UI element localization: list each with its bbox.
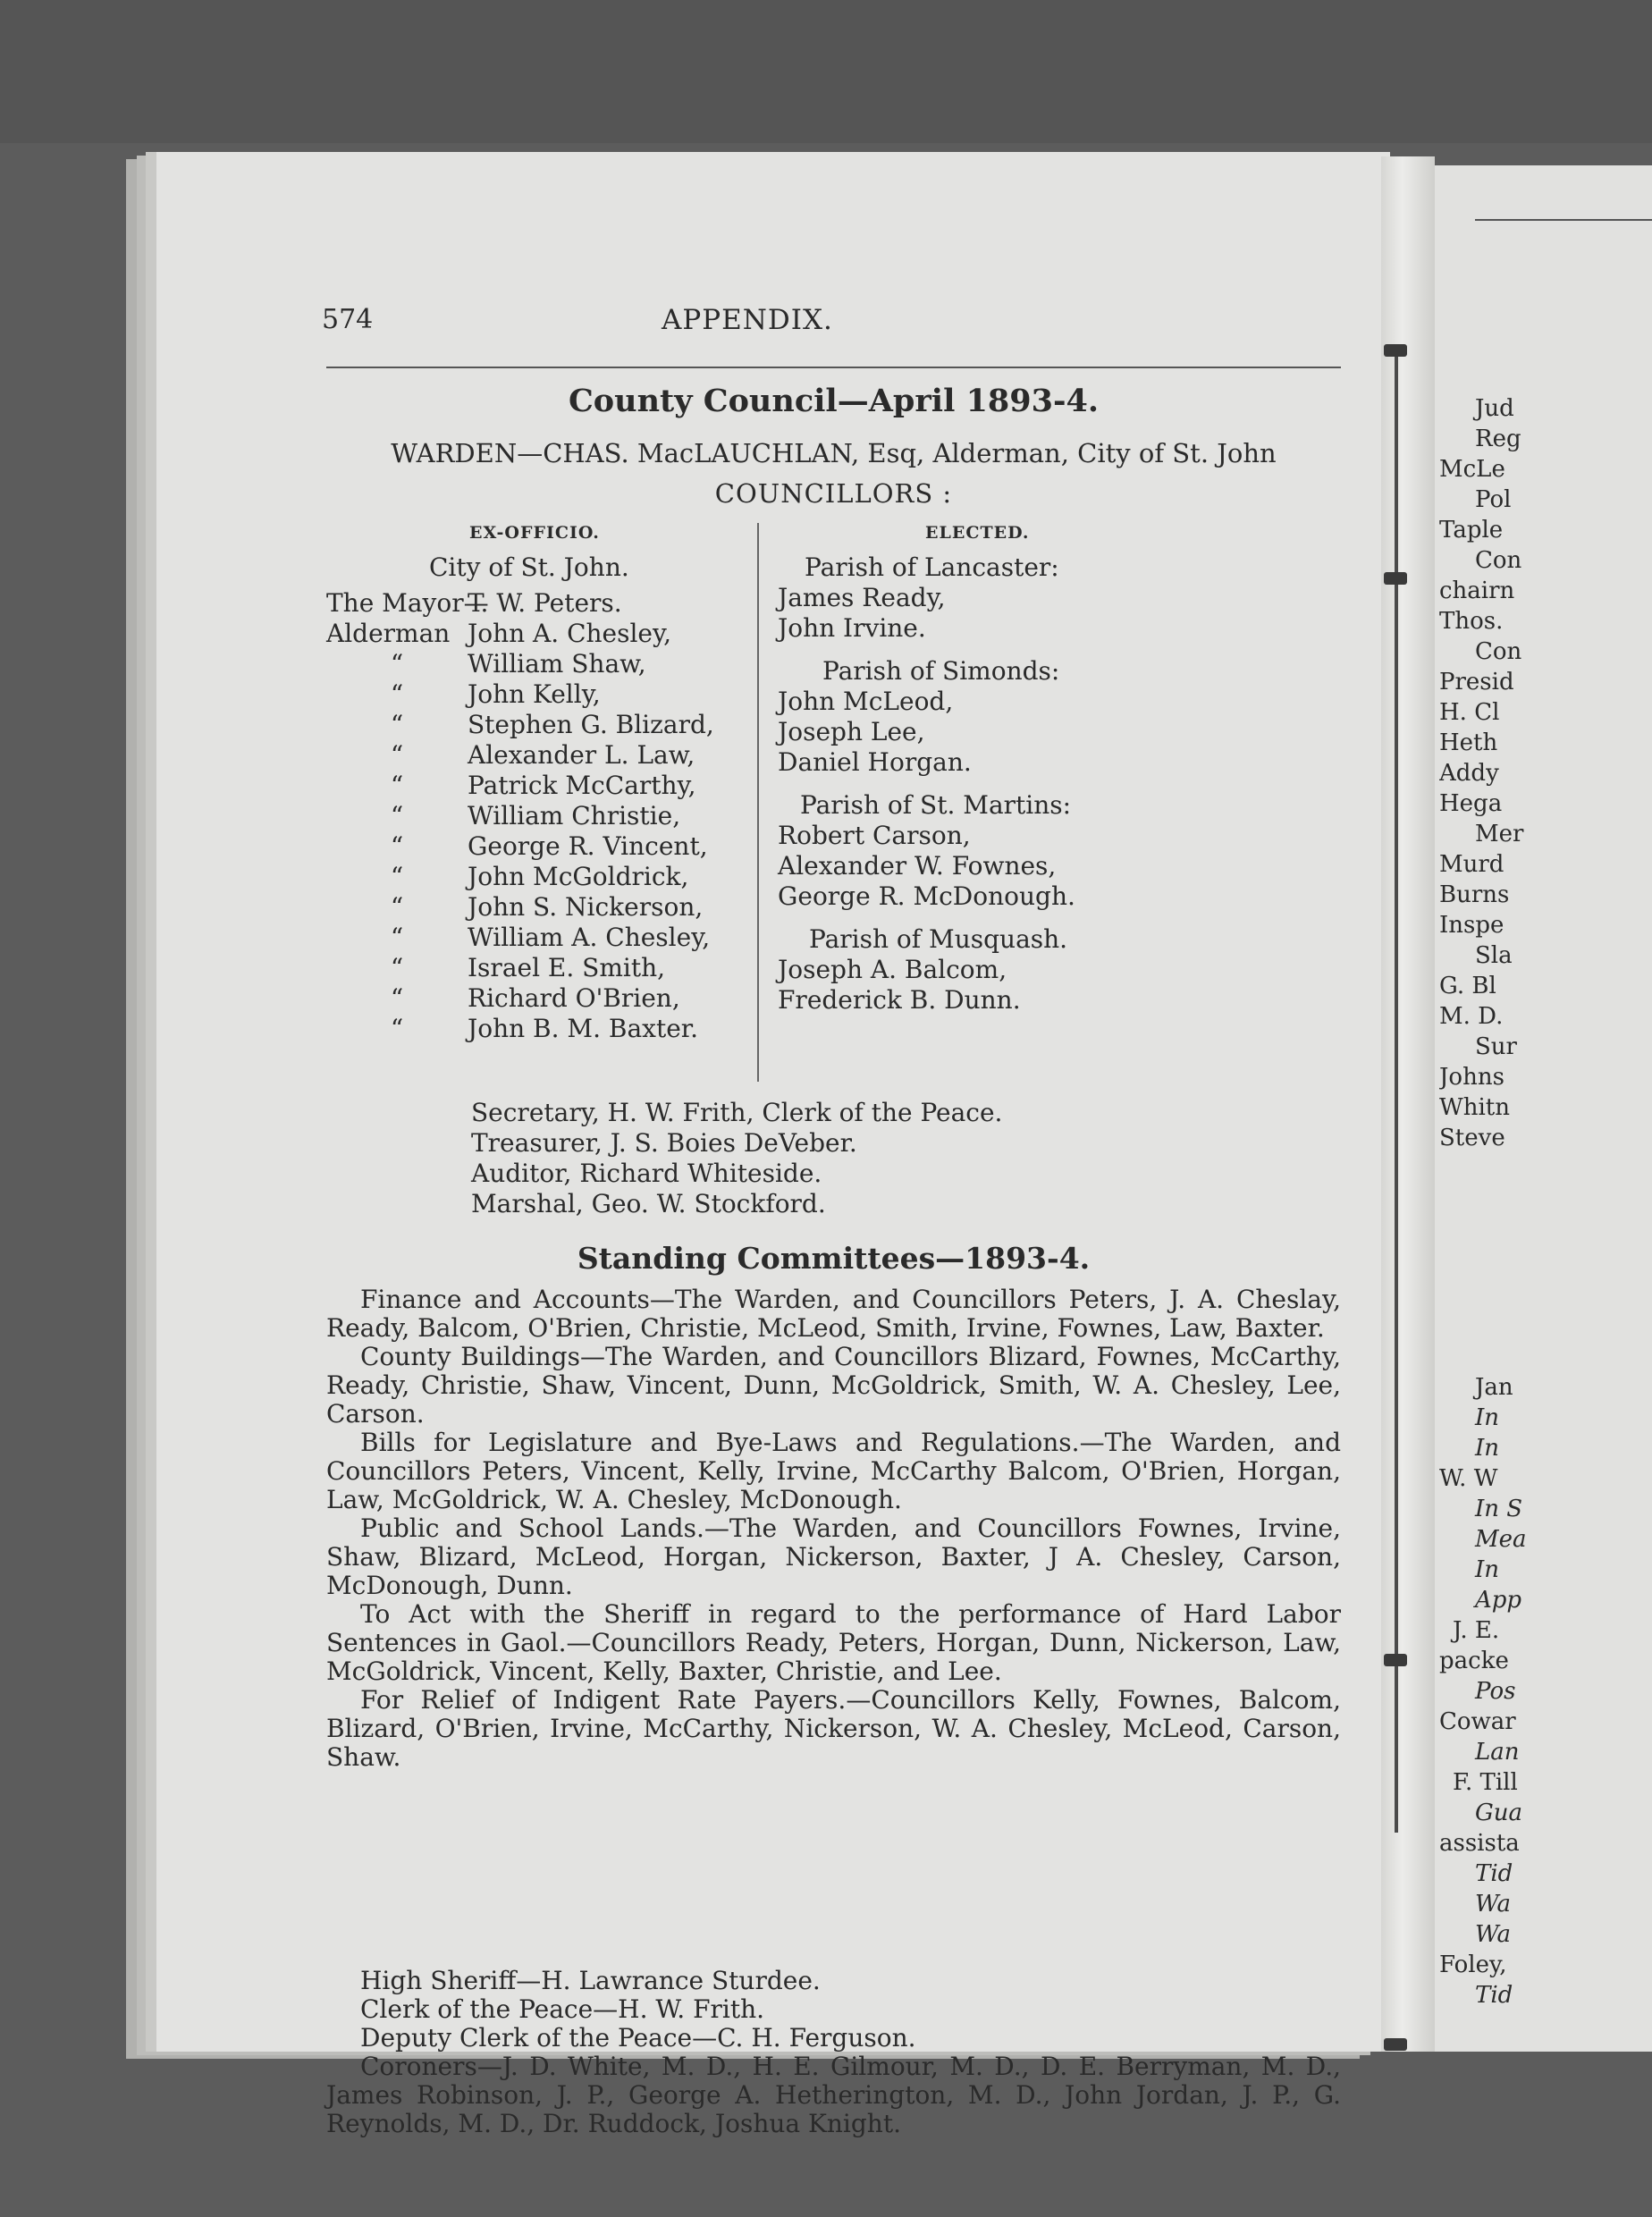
fragment: Sur (1475, 1033, 1517, 1060)
header-rule (326, 367, 1341, 368)
fragment: M. D. (1439, 1003, 1504, 1030)
list-item: “ John McGoldrick, (390, 862, 689, 891)
elected-list (778, 552, 1075, 1016)
fragment: In S (1475, 1496, 1523, 1522)
officer-line: Marshal, Geo. W. Stockford. (471, 1189, 826, 1218)
column-divider (757, 523, 759, 1082)
page-text (156, 152, 1390, 2138)
fragment: packe (1439, 1648, 1509, 1674)
fragment: G. Bl (1439, 973, 1496, 999)
official-line: High Sheriff—H. Lawrance Sturdee. (360, 1966, 821, 1995)
list-item: Robert Carson, (778, 821, 971, 850)
fragment: Pos (1475, 1678, 1516, 1705)
list-item: “ Richard O'Brien, (390, 983, 680, 1013)
fragment: Heth (1439, 729, 1498, 756)
list-item: Daniel Horgan. (778, 747, 972, 777)
fragment: App (1475, 1587, 1522, 1614)
elected-heading: ELECTED. (925, 523, 1030, 543)
fragment: assista (1439, 1830, 1520, 1857)
list-item: Alderman John A. Chesley, (326, 619, 671, 648)
fragment: Pol (1475, 486, 1512, 513)
list-item: “ Israel E. Smith, (390, 953, 666, 982)
fragment: Burns (1439, 881, 1510, 908)
section-title-standing-committees: Standing Committees—1893-4. (577, 1241, 1091, 1276)
list-item: “ John S. Nickerson, (390, 892, 704, 922)
fragment: In (1475, 1404, 1500, 1431)
fragment: Taple (1439, 517, 1504, 544)
list-item: “ Alexander L. Law, (390, 740, 695, 770)
binding-thread (1395, 349, 1398, 1833)
fragment: Tid (1475, 1982, 1513, 2009)
fragment: Wa (1475, 1891, 1511, 1918)
committee-paragraph: County Buildings—The Warden, and Councillors Blizard, Fownes, McCarthy, Ready, Christie, Shaw, Vincent, Dunn, McGoldrick, Smith, W. A. Chesley, Lee, Carson. (326, 1342, 1341, 1429)
list-item: Joseph Lee, (778, 717, 925, 746)
list-item: The Mayor— T. W. Peters. (326, 588, 622, 618)
page-number: 574 (322, 304, 374, 335)
officer-line: Auditor, Richard Whiteside. (471, 1159, 822, 1188)
fragment: In (1475, 1435, 1500, 1462)
fragment: Steve (1439, 1125, 1505, 1151)
fragment: Lan (1475, 1739, 1520, 1766)
fragment: H. Cl (1439, 699, 1500, 726)
fragment: Foley, (1439, 1951, 1507, 1978)
warden-line: WARDEN—CHAS. MacLAUCHLAN, Esq, Alderman, City of St. John (391, 438, 1277, 468)
list-item: John McLeod, (778, 687, 954, 716)
section-title-county-council: County Council—April 1893-4. (568, 383, 1100, 419)
fragment: Tid (1475, 1860, 1513, 1887)
committee-paragraph: Finance and Accounts—The Warden, and Councillors Peters, J. A. Cheslay, Ready, Balcom, O'Brien, Christie, McLeod, Smith, Irvine, Fownes, Law, Baxter. (326, 1285, 1341, 1343)
parish-heading: Parish of St. Martins: (800, 790, 1072, 820)
fragment: chairn (1439, 577, 1515, 604)
committee-paragraph: Bills for Legislature and Bye-Laws and Regulations.—The Warden, and Councillors Peters, Vincent, Kelly, Irvine, McCarthy Balcom, O'Brien, Horgan, Law, McGoldrick, W. A. Chesley, McDonough. (326, 1428, 1341, 1514)
list-item: George R. McDonough. (778, 881, 1075, 911)
right-page-rule (1475, 219, 1652, 221)
running-head: APPENDIX. (662, 304, 833, 336)
list-item: John Irvine. (778, 613, 926, 643)
list-item: Alexander W. Fownes, (778, 851, 1057, 881)
right-page-fragments-lower (1439, 1372, 1649, 2010)
ex-officio-list (326, 588, 714, 1044)
list-item: “ William A. Chesley, (390, 923, 711, 952)
fragment: Mea (1475, 1526, 1527, 1553)
scan-background (0, 0, 1652, 143)
fragment: F. Till (1453, 1769, 1518, 1796)
ex-officio-subheading: City of St. John. (429, 552, 629, 582)
officer-line: Secretary, H. W. Frith, Clerk of the Peace. (471, 1098, 1003, 1127)
fragment: Reg (1475, 426, 1521, 452)
fragment: W. W (1439, 1465, 1498, 1492)
list-item: Frederick B. Dunn. (778, 985, 1021, 1015)
list-item: “ Patrick McCarthy, (390, 771, 696, 800)
fragment: Jan (1475, 1374, 1513, 1401)
committee-paragraph: For Relief of Indigent Rate Payers.—Councillors Kelly, Fownes, Balcom, Blizard, O'Brien, Irvine, McCarthy, Nickerson, W. A. Chesley, McLeod, Carson, Shaw. (326, 1685, 1341, 1772)
fragment: J. E. (1453, 1617, 1500, 1644)
committee-paragraph: Public and School Lands.—The Warden, and Councillors Fownes, Irvine, Shaw, Blizard, McLeod, Horgan, Nickerson, Baxter, J A. Chesley, Carson, McDonough, Dunn. (326, 1513, 1341, 1600)
parish-heading: Parish of Lancaster: (805, 552, 1059, 582)
right-page-fragments-upper (1439, 393, 1649, 1153)
fragment: Con (1475, 547, 1522, 574)
parish-heading: Parish of Simonds: (822, 656, 1060, 686)
official-line: Coroners—J. D. White, M. D., H. E. Gilmour, M. D., D. E. Berryman, M. D., James Robinson, J. P., George A. Hetherington, M. D., John Jordan, J. P., G. Reynolds, M. D., Dr. Ruddock, Joshua Knight. (326, 2052, 1341, 2138)
official-line: Deputy Clerk of the Peace—C. H. Ferguson. (360, 2023, 916, 2053)
fragment: Cowar (1439, 1708, 1516, 1735)
list-item: James Ready, (778, 583, 946, 612)
fragment: Addy (1439, 760, 1499, 787)
fragment: Thos. (1439, 608, 1504, 635)
fragment: Inspe (1439, 912, 1504, 939)
list-item: “ Stephen G. Blizard, (390, 710, 714, 739)
fragment: Murd (1439, 851, 1504, 878)
fragment: Hega (1439, 790, 1503, 817)
list-item: “ William Shaw, (390, 649, 646, 679)
fragment: Sla (1475, 942, 1513, 969)
fragment: Gua (1475, 1800, 1523, 1826)
list-item: “ John Kelly, (390, 679, 601, 709)
parish-heading: Parish of Musquash. (809, 924, 1068, 954)
list-item: “ John B. M. Baxter. (390, 1014, 698, 1043)
fragment: Whitn (1439, 1094, 1510, 1121)
councillors-heading: COUNCILLORS : (714, 478, 953, 509)
council-officers (471, 1098, 1002, 1219)
committee-paragraph: To Act with the Sheriff in regard to the performance of Hard Labor Sentences in Gaol.—Councillors Ready, Peters, Horgan, Dunn, Nickerson, Law, McGoldrick, Vincent, Kelly, Baxter, Christie, and Lee. (326, 1599, 1341, 1686)
county-officials (326, 1967, 1341, 2138)
fragment: Presid (1439, 669, 1514, 695)
fragment: Con (1475, 638, 1522, 665)
list-item: Joseph A. Balcom, (778, 955, 1007, 984)
official-line: Clerk of the Peace—H. W. Frith. (360, 1994, 765, 2024)
fragment: McLe (1439, 456, 1505, 483)
fragment: Johns (1439, 1064, 1504, 1091)
fragment: Mer (1475, 821, 1524, 847)
list-item: “ William Christie, (390, 801, 681, 830)
list-item: “ George R. Vincent, (390, 831, 708, 861)
ex-officio-heading: EX-OFFICIO. (469, 523, 600, 543)
committees-list (326, 1286, 1341, 1772)
officer-line: Treasurer, J. S. Boies DeVeber. (471, 1128, 857, 1158)
fragment: Jud (1475, 395, 1514, 422)
fragment: In (1475, 1556, 1500, 1583)
fragment: Wa (1475, 1921, 1511, 1948)
